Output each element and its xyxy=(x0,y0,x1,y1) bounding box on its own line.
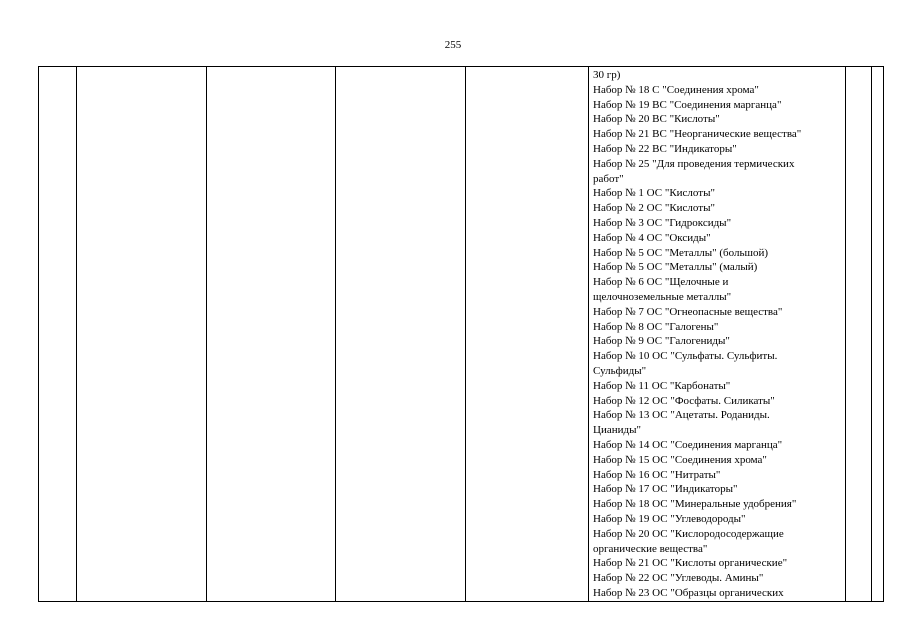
list-item: Набор № 19 ОС "Углеводороды" xyxy=(593,512,746,525)
table-cell-equipment-list xyxy=(589,67,846,602)
list-item: 30 гр) xyxy=(593,69,621,81)
table-cell-col5 xyxy=(466,67,589,602)
table-cell-col7 xyxy=(846,67,872,602)
list-item: Набор № 20 ОС "Кислородосодержащие xyxy=(593,527,784,540)
list-item: Набор № 5 ОС "Металлы" (малый) xyxy=(593,261,758,274)
list-item: Цианиды" xyxy=(593,424,641,437)
document-table xyxy=(38,66,884,602)
list-item: Набор № 7 ОС "Огнеопасные вещества" xyxy=(593,305,783,318)
list-item: Набор № 9 ОС "Галогениды" xyxy=(593,335,730,348)
list-item: Набор № 11 ОС "Карбонаты" xyxy=(593,379,731,392)
list-item: Набор № 4 ОС "Оксиды" xyxy=(593,231,711,244)
list-item: органические вещества" xyxy=(593,542,708,555)
table-cell-col8 xyxy=(872,67,884,602)
table-cell-col4 xyxy=(336,67,466,602)
equipment-list xyxy=(593,68,843,601)
list-item: Набор № 16 ОС "Нитраты" xyxy=(593,468,721,481)
table-cell-col1 xyxy=(39,67,77,602)
list-item: Набор № 22 ВС "Индикаторы" xyxy=(593,142,737,155)
list-item: Набор № 12 ОС "Фосфаты. Силикаты" xyxy=(593,394,775,407)
list-item: Набор № 1 ОС "Кислоты" xyxy=(593,187,715,200)
list-item: Набор № 21 ОС "Кислоты органические" xyxy=(593,557,788,570)
list-item: Набор № 17 ОС "Индикаторы" xyxy=(593,483,738,496)
list-item: Набор № 6 ОС "Щелочные и xyxy=(593,276,729,289)
page-number: 255 xyxy=(444,39,462,51)
table-cell-col3 xyxy=(207,67,336,602)
list-item: Сульфиды" xyxy=(593,364,647,377)
list-item: работ" xyxy=(593,172,624,185)
list-item: Набор № 14 ОС "Соединения марганца" xyxy=(593,438,783,451)
list-item: Набор № 21 ВС "Неорганические вещества" xyxy=(593,128,802,141)
table-cell-col2 xyxy=(77,67,207,602)
list-item: Набор № 18 ОС "Минеральные удобрения" xyxy=(593,498,797,511)
list-item: Набор № 15 ОС "Соединения хрома" xyxy=(593,453,767,466)
list-item: Набор № 22 ОС "Углеводы. Амины" xyxy=(593,572,764,585)
list-item: Набор № 8 ОС "Галогены" xyxy=(593,320,719,333)
list-item: Набор № 20 ВС "Кислоты" xyxy=(593,113,720,126)
list-item: Набор № 19 ВС "Соединения марганца" xyxy=(593,98,782,111)
list-item: Набор № 3 ОС "Гидроксиды" xyxy=(593,216,732,229)
list-item: Набор № 5 ОС "Металлы" (большой) xyxy=(593,246,769,259)
table-row xyxy=(39,67,884,602)
list-item: Набор № 23 ОС "Образцы органических xyxy=(593,586,784,599)
list-item: Набор № 25 "Для проведения термических xyxy=(593,157,795,170)
list-item: Набор № 10 ОС "Сульфаты. Сульфиты. xyxy=(593,350,778,363)
list-item: щелочноземельные металлы" xyxy=(593,290,732,303)
list-item: Набор № 2 ОС "Кислоты" xyxy=(593,202,715,215)
list-item: Набор № 18 С "Соединения хрома" xyxy=(593,83,759,96)
list-item: Набор № 13 ОС "Ацетаты. Роданиды. xyxy=(593,409,770,422)
